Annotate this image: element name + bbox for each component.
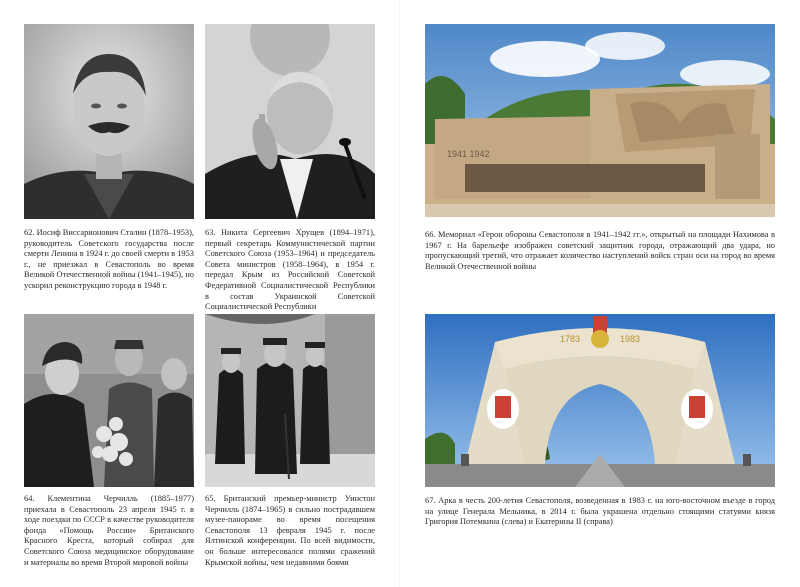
arch-year-left: 1783 (560, 334, 581, 344)
caption-62: 62. Иосиф Виссарионович Сталин (1878–1953), руководитель Советского государства после смерти Ленина в 1924 г. до своей смерти в 1953 г., не приезжал в Севастополь во время Великой Отечественной войны (1941–1945), но ускорил реконструкцию города в 1948 г. (24, 228, 194, 290)
photo-clementine-churchill (24, 314, 194, 487)
photo-khrushchev (205, 24, 375, 219)
photo-stalin (24, 24, 194, 219)
photo-bicentennial-arch (425, 314, 775, 487)
caption-67: 67. Арка в честь 200-летия Севастополя, возведенная в 1983 г. на юго-восточном въезде в город на улице Генерала Мельника, в 2014 г. была украшена отдельно стоящими статуями князя Григория Потемкина (слева) и Екатерины II (справа) (425, 496, 775, 527)
photo-memorial-defenders (425, 24, 775, 217)
caption-65: 65. Британский премьер-министр Уинстон Черчилль (1874–1965) в сильно пострадавшем музее-панораме во время посещения Севастополя 13 февраля 1945 г. после Ялтинской конференции. По всей видимости, он больше интересовался полями сражений Крымской войны, чем недавними боями (205, 494, 375, 567)
page-gutter (399, 0, 401, 587)
arch-year-right: 1983 (620, 334, 641, 344)
photo-winston-churchill (205, 314, 375, 487)
caption-64: 64. Клементина Черчилль (1885–1977) приехала в Севастополь 23 апреля 1945 г. в ходе поездки по СССР в качестве руководителя фонда «Помощь России» Британского Красного Креста, который собирал для Советского Союза медицинское оборудование и материалы во время Второй мировой войны (24, 494, 194, 567)
memorial-inscription: 1941 1942 (447, 149, 490, 159)
caption-66: 66. Мемориал «Герои обороны Севастополя в 1941–1942 гг.», открытый на площади Нахимова в 1967 г. На барельефе изображен советский защитник города, отражающий два удара, но пропускающий третий, что отражает количество наступлений войск стран оси на город во время Великой Отечественной войны (425, 230, 775, 271)
caption-63: 63. Никита Сергеевич Хрущев (1894–1971), первый секретарь Коммунистической партии Советского Союза (1953–1964) и председатель Совета министров (1958–1964), в 1954 г. передал Крым из Российской Советской Федеративной Социалистической Республики в состав Украинской Советской Социалистической Республики (205, 228, 375, 312)
